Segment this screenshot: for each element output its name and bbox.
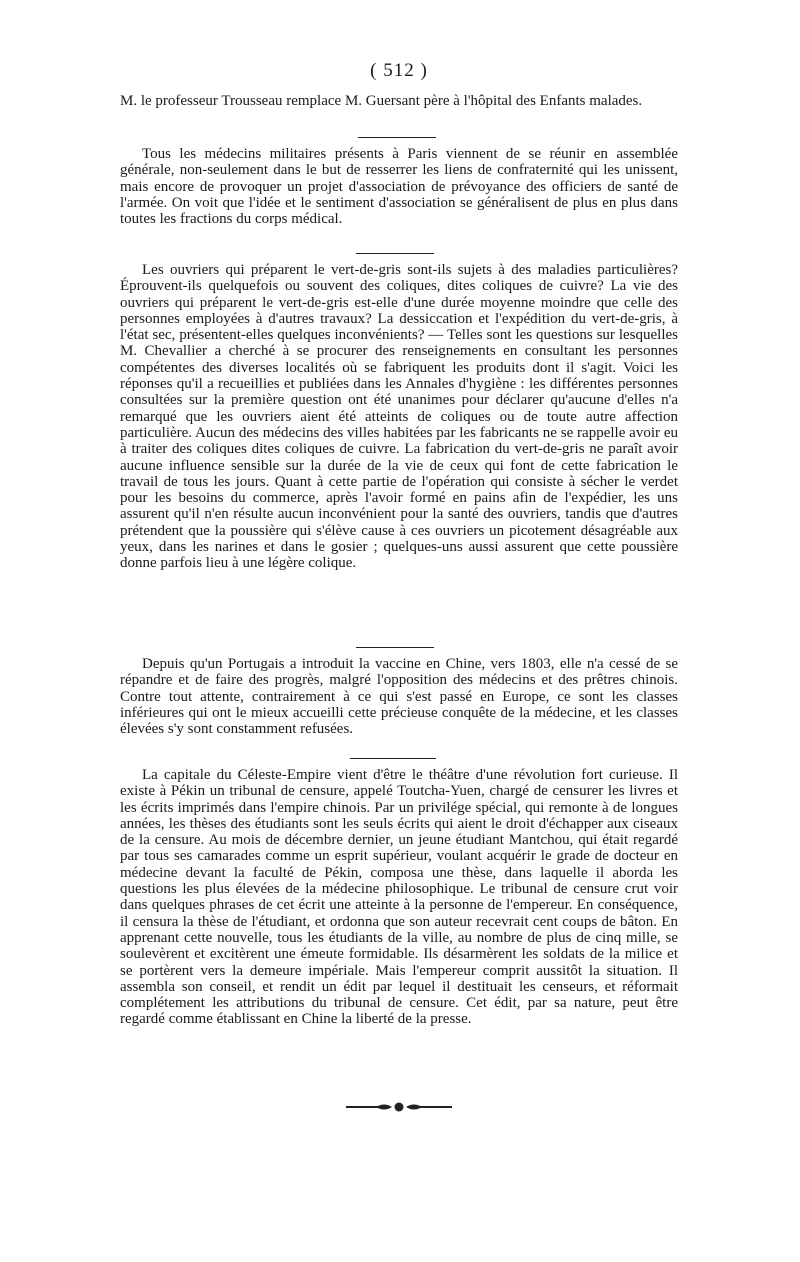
section-divider (356, 647, 434, 648)
paragraph-vaccine-chine: Depuis qu'un Portugais a introduit la vaccine en Chine, vers 1803, elle n'a cessé de se répandre et de faire des progrès, malgré l'opposition des médecins et des prêtres chinois. Contre tout attente, contrairement à ce qui s'est passé en Europe, ce sont les classes inférieures qui ont le mieux accueilli cette précieuse conquête de la médecine, et les classes élevées s'y sont constamment refusées. (120, 656, 678, 738)
paragraph-trousseau: M. le professeur Trousseau remplace M. Guersant père à l'hôpital des Enfants malades. (120, 93, 643, 109)
section-divider (350, 758, 436, 759)
paragraph-vert-de-gris: Les ouvriers qui préparent le vert-de-gris sont-ils sujets à des maladies particulières? Éprouvent-ils quelquefois ou souvent des coliques, dites coliques de cuivre? La vie des ouvriers qui préparent le vert-de-gris est-elle d'une durée moyenne moindre que celle des personnes employées à d'autres travaux? La dessiccation et l'expédition du vert-de-gris, à l'état sec, présentent-elles quelques inconvénients? — Telles sont les questions sur lesquelles M. Chevallier a cherché à se procurer des renseignements en consultant les personnes compétentes des diverses localités où se fabriquent les produits dont il s'agit. Voici les réponses qu'il a recueillies et publiées dans les Annales d'hygiène : les différentes personnes consultées sur la première question ont été unanimes pour déclarer qu'aucune d'elles n'a remarqué que les ouvriers aient été atteints de coliques ou de toute autre affection particulière. Aucun des médecins des villes habitées par les fabricants ne se rappelle avoir eu à traiter des coliques dites coliques de cuivre. La fabrication du vert-de-gris ne paraît avoir aucune influence sensible sur la durée de la vie de ceux qui font de cette fabrication le travail de tous les jours. Quant à cette partie de l'opération qui consiste à sécher le verdet pour les besoins du commerce, après l'avoir formé en pains afin de l'expédier, les uns assurent qu'il n'en résulte aucun inconvénient pour la santé des ouvriers, tandis que d'autres prétendent que la poussière qui s'élève cause à ces ouvriers un picotement désagréable aux yeux, dans les narines et dans le gosier ; quelques-uns aussi assurent que cette poussière donne parfois lieu à une légère colique. (120, 262, 678, 572)
section-divider (358, 137, 436, 138)
paragraph-censure-pekin: La capitale du Céleste-Empire vient d'être le théâtre d'une révolution fort curieuse. Il existe à Pékin un tribunal de censure, appelé Toutcha-Yuen, chargé de censurer les livres et les écrits imprimés dans l'empire chinois. Par un privilége spécial, qui remonte à de longues années, les thèses des étudiants sont les seuls écrits qui aient le droit d'échapper aux ciseaux de la censure. Au mois de décembre dernier, un jeune étudiant Mantchou, qui était regardé par tous ses camarades comme un esprit supérieur, voulant acquérir le grade de docteur en médecine devant la faculté de Pékin, composa une thèse, dans laquelle il aborda les questions les plus élevées de la médecine philosophique. Le tribunal de censure crut voir dans quelques phrases de cet écrit une atteinte à la personne de l'empereur. En conséquence, il censura la thèse de l'étudiant, et ordonna que son auteur recevrait cent coups de bâton. En apprenant cette nouvelle, tous les étudiants de la ville, au nombre de plus de cinq mille, se soulevèrent et excitèrent une émeute formidable. Ils désarmèrent les soldats de la milice et se portèrent vers la demeure impériale. Mais l'empereur comprit aussitôt la situation. Il assembla son conseil, et rendit un édit par lequel il destituait les censeurs, et réformait complétement les attributions du tribunal de censure. Cet édit, par sa nature, peut être regardé comme établissant en Chine la liberté de la presse. (120, 767, 678, 1028)
paragraph-medecins-militaires: Tous les médecins militaires présents à Paris viennent de se réunir en assemblée générale, non-seulement dans le but de resserrer les liens de confraternité qui les unissent, mais encore de provoquer un projet d'association de prévoyance des officiers de santé de l'armée. On voit que l'idée et le sentiment d'association se généralisent de plus en plus dans toutes les fractions du corps médical. (120, 146, 678, 228)
end-ornament (346, 1100, 452, 1114)
section-divider (356, 253, 434, 254)
page-number: ( 512 ) (370, 60, 428, 81)
